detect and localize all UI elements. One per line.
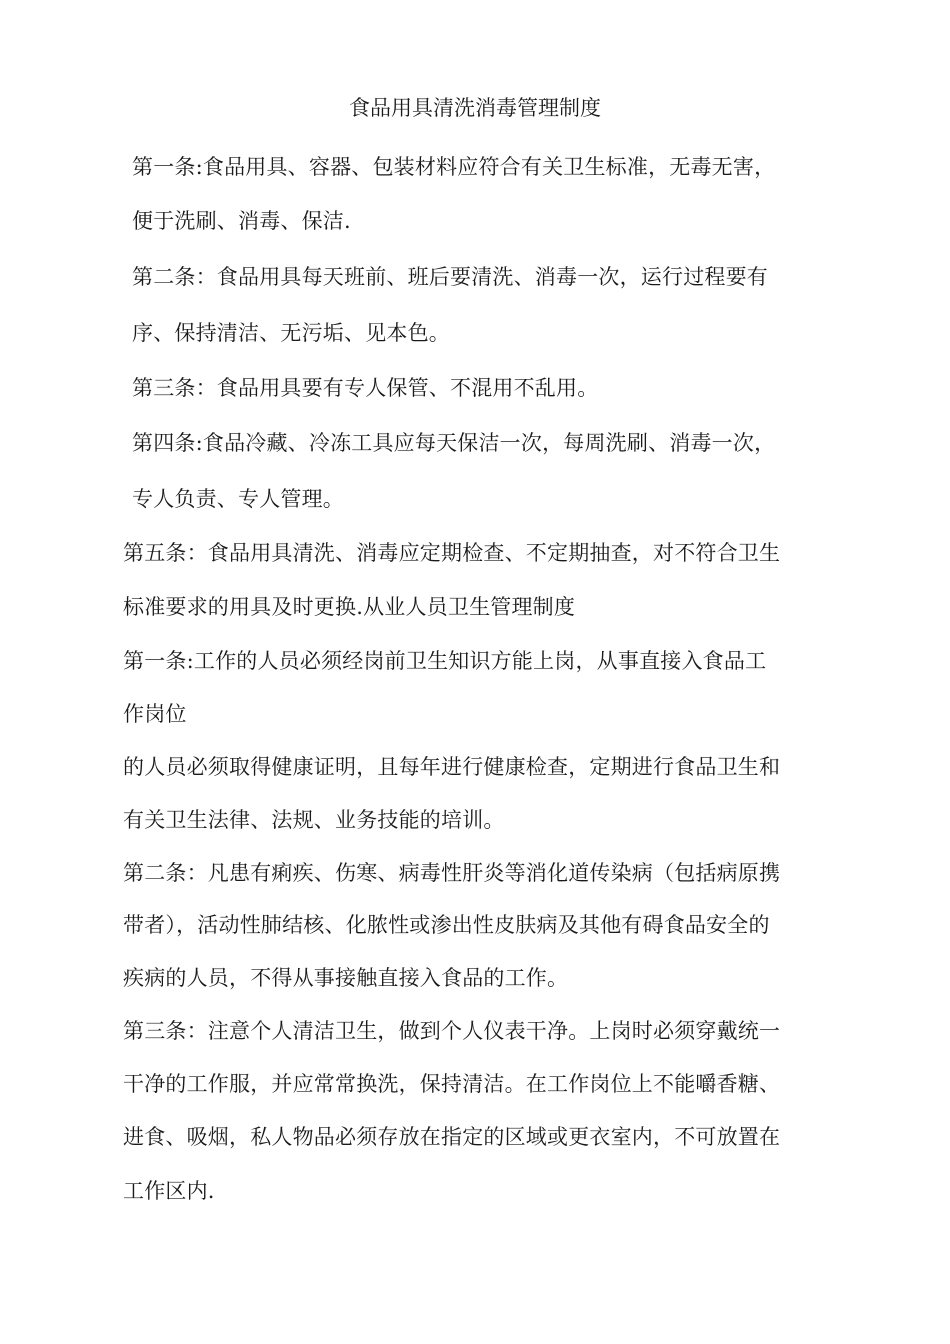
text-line: 第三条：注意个人清洁卫生，做到个人仪表干净。上岗时必须穿戴统一 <box>123 1019 781 1043</box>
text-line: 序、保持清洁、无污垢、见本色。 <box>132 321 450 345</box>
text-line: 干净的工作服，并应常常换洗，保持清洁。在工作岗位上不能嚼香糖、 <box>123 1072 781 1096</box>
text-line: 带者），活动性肺结核、化脓性或渗出性皮肤病及其他有碍食品安全的 <box>123 913 770 937</box>
document-title: 食品用具清洗消毒管理制度 <box>349 96 601 120</box>
text-line: 第五条：食品用具清洗、消毒应定期检查、不定期抽查，对不符合卫生 <box>123 541 781 565</box>
text-line: 便于洗刷、消毒、保洁. <box>132 209 351 233</box>
text-line: 有关卫生法律、法规、业务技能的培训。 <box>123 808 505 832</box>
text-line: 第一条:工作的人员必须经岗前卫生知识方能上岗，从事直接入食品工 <box>123 649 767 673</box>
text-line: 工作区内. <box>123 1179 215 1203</box>
text-line: 第二条：凡患有痢疾、伤寒、病毒性肝炎等消化道传染病（包括病原携 <box>123 861 781 885</box>
text-line: 第四条:食品冷藏、冷冻工具应每天保洁一次，每周洗刷、消毒一次， <box>132 431 776 455</box>
text-line: 第三条：食品用具要有专人保管、不混用不乱用。 <box>132 376 599 400</box>
text-line: 第一条:食品用具、容器、包装材料应符合有关卫生标准，无毒无害， <box>132 155 776 179</box>
text-line: 专人负责、专人管理。 <box>132 487 344 511</box>
text-line: 的人员必须取得健康证明，且每年进行健康检查，定期进行食品卫生和 <box>123 755 781 779</box>
text-line: 作岗位 <box>123 702 187 726</box>
text-line: 疾病的人员，不得从事接触直接入食品的工作。 <box>123 966 569 990</box>
text-line: 标准要求的用具及时更换.从业人员卫生管理制度 <box>123 595 576 619</box>
text-line: 进食、吸烟，私人物品必须存放在指定的区域或更衣室内，不可放置在 <box>123 1125 781 1149</box>
text-line: 第二条：食品用具每天班前、班后要清洗、消毒一次，运行过程要有 <box>132 265 768 289</box>
